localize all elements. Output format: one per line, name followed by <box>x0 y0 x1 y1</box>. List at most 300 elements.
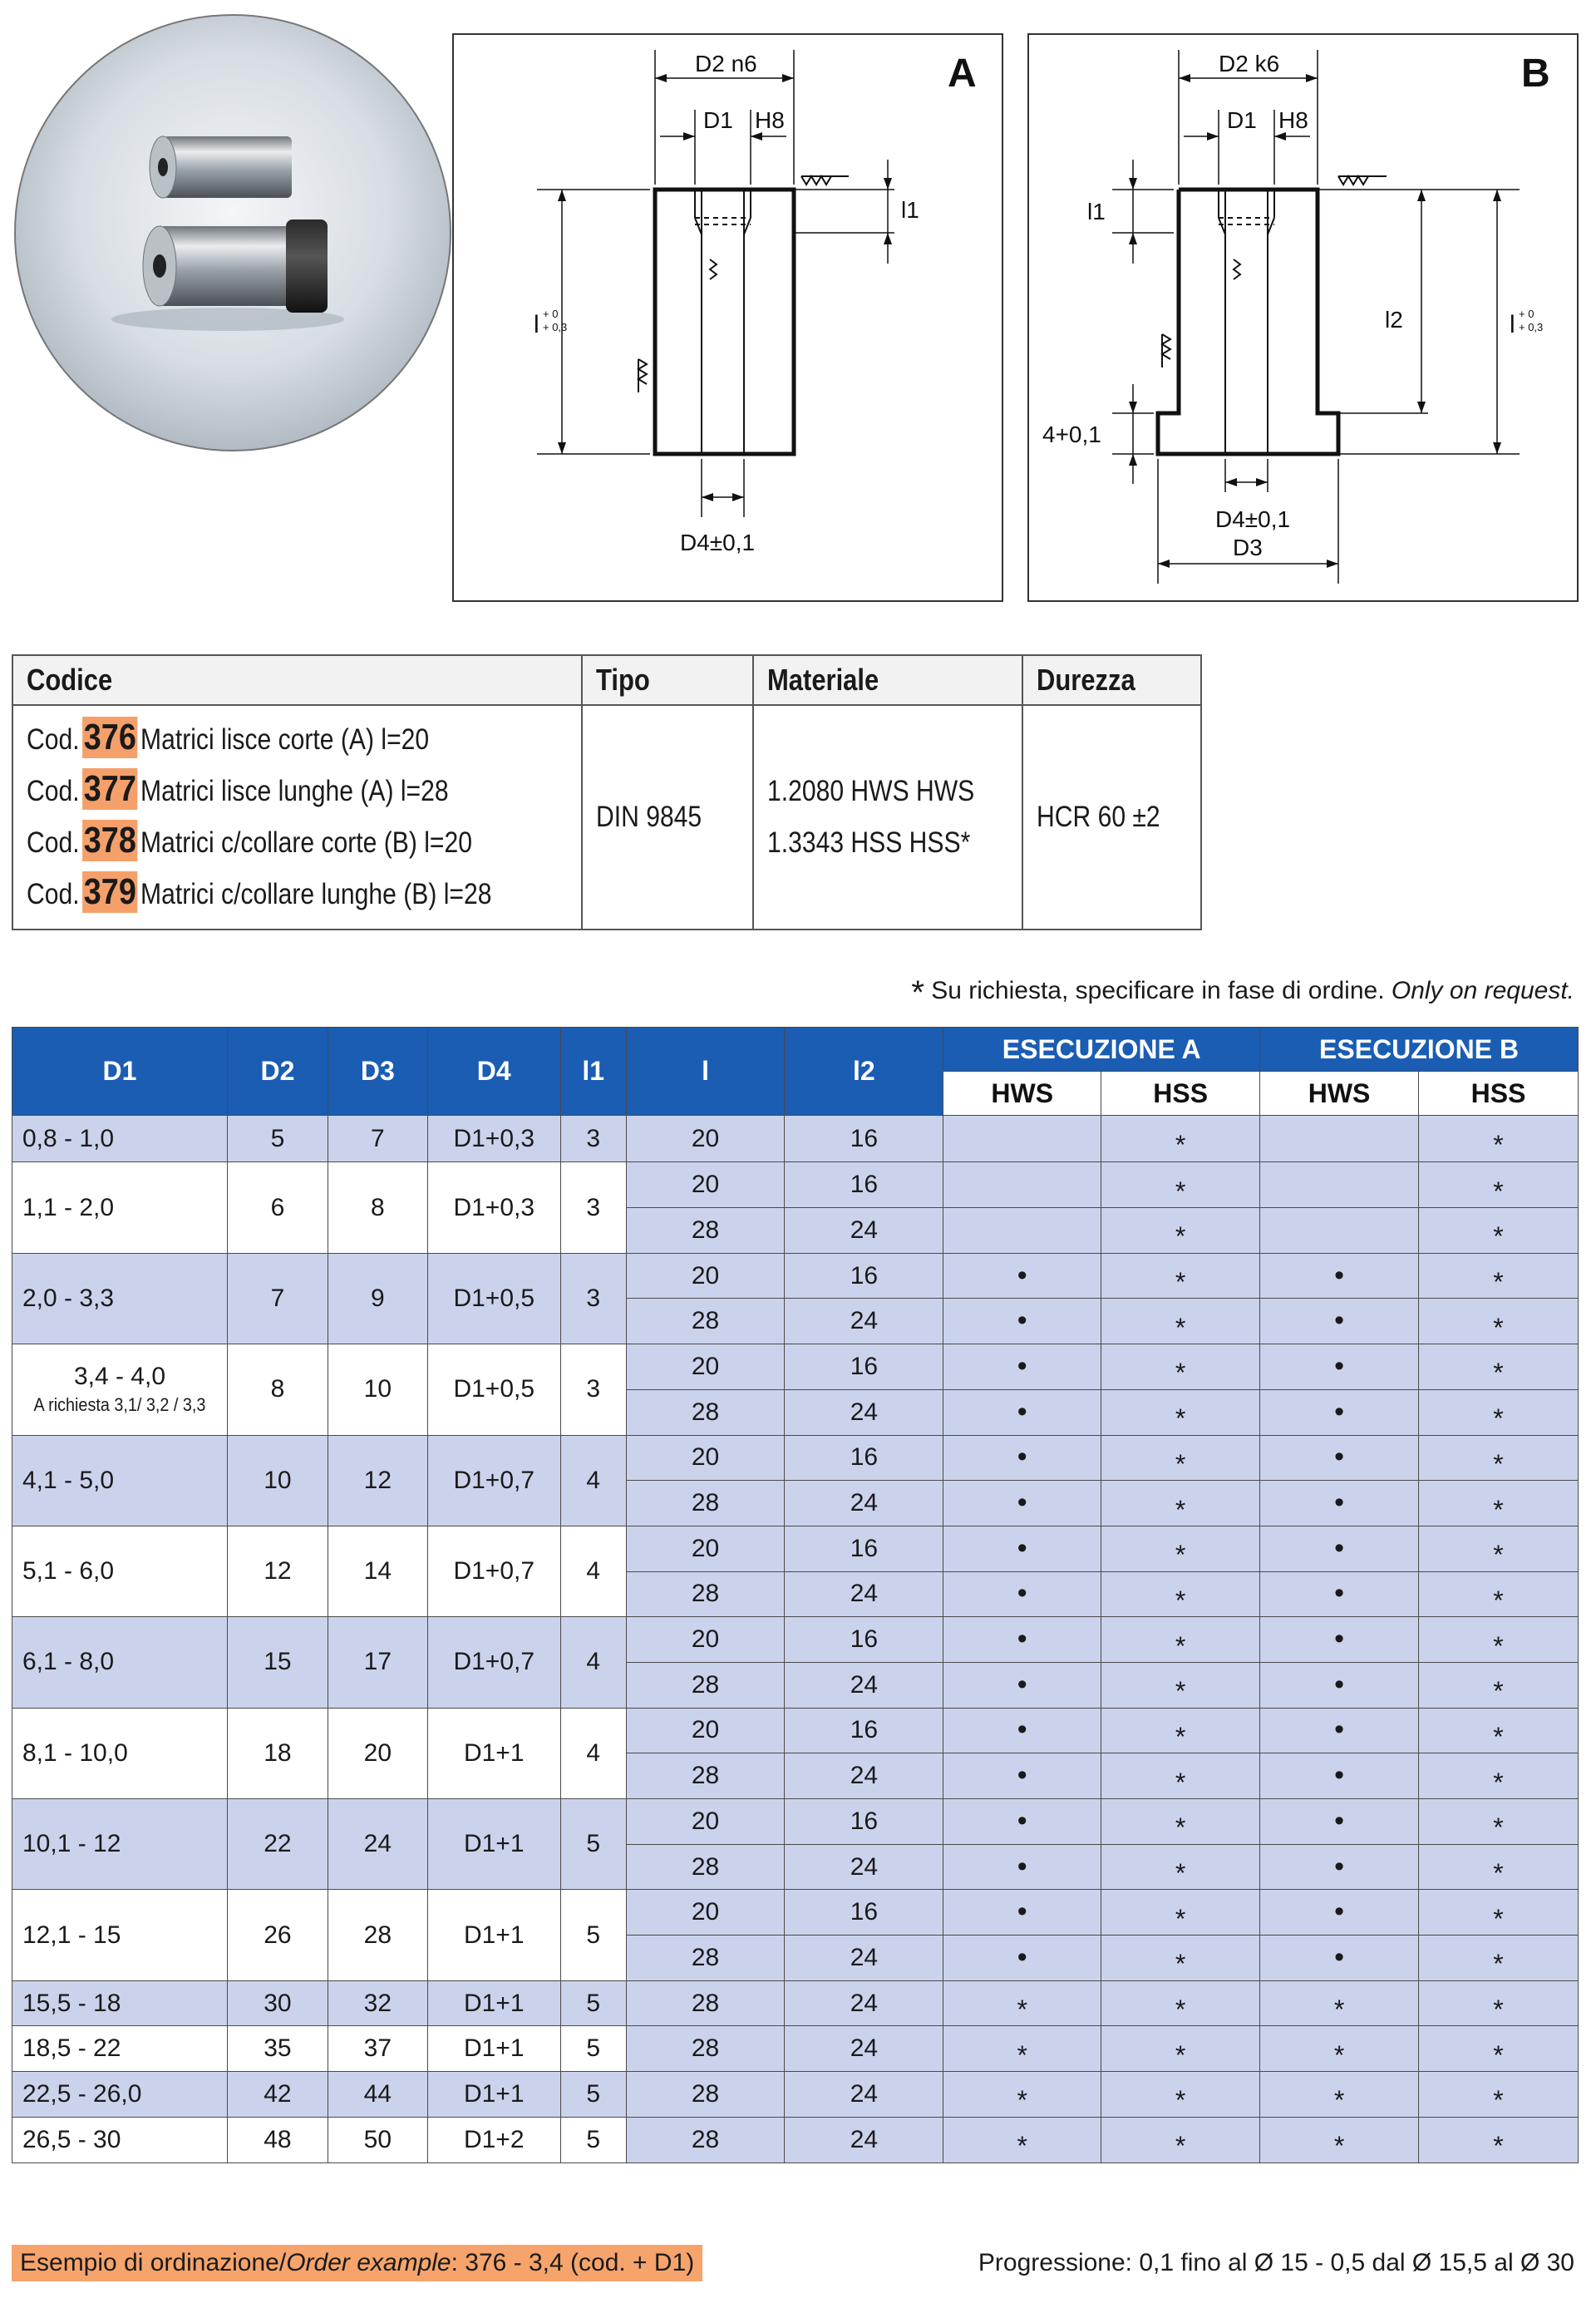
table-row <box>12 1980 1579 2026</box>
cell-d1: 5,1 - 6,0 <box>12 1526 228 1616</box>
cell-l2: 16 <box>785 1435 943 1481</box>
cell-b-hws <box>1260 1435 1419 1481</box>
order-example: Esempio di ordinazione/Order example: 376 - 3,4 (cod. + D1) <box>12 2245 702 2281</box>
available-mark: • <box>1017 1395 1027 1428</box>
available-mark: • <box>1334 1850 1345 1882</box>
on-request-mark: * <box>1175 1540 1186 1571</box>
cell-a-hws <box>943 1662 1101 1708</box>
col-a-hss: HSS <box>1101 1072 1260 1116</box>
cell-a-hss <box>1101 2026 1260 2072</box>
cell-l2: 16 <box>785 1116 943 1162</box>
cell-l2: 16 <box>785 1162 943 1208</box>
cell-a-hws <box>943 1253 1101 1299</box>
cell-b-hws <box>1260 1389 1419 1435</box>
cell-b-hws <box>1260 1799 1419 1845</box>
on-request-mark: * <box>1493 1949 1504 1980</box>
cell-a-hws <box>943 1617 1101 1663</box>
on-request-mark: * <box>1175 1676 1186 1707</box>
table-row <box>12 1890 1579 1936</box>
cell-d4: D1+0,3 <box>427 1162 560 1253</box>
drawing-a-l: l <box>534 311 539 338</box>
available-mark: • <box>1334 1349 1345 1382</box>
cell-d2: 12 <box>227 1526 328 1616</box>
cell-l: 28 <box>626 2072 785 2118</box>
col-d4: D4 <box>427 1028 560 1116</box>
cell-b-hws <box>1260 1980 1419 2026</box>
available-mark: • <box>1017 1259 1027 1291</box>
cell-b-hss <box>1419 1116 1579 1162</box>
table-row <box>12 1162 1579 1208</box>
available-mark: • <box>1334 1531 1345 1564</box>
cell-b-hss <box>1419 1299 1579 1344</box>
on-request-mark: * <box>1493 1221 1504 1252</box>
cell-l1: 3 <box>560 1253 626 1344</box>
on-request-mark: * <box>1333 1995 1345 2025</box>
progression-note: Progressione: 0,1 fino al Ø 15 - 0,5 dal Ø 15,5 al Ø 30 <box>978 2249 1574 2276</box>
cell-a-hss <box>1101 2072 1260 2118</box>
header-durezza: Durezza <box>1022 655 1201 705</box>
cell-d1: 26,5 - 30 <box>12 2117 228 2162</box>
drawing-b-l-tol-top: + 0 <box>1519 308 1534 320</box>
cell-b-hws <box>1260 1162 1419 1208</box>
cell-l2: 24 <box>785 1936 943 1981</box>
cell-b-hws <box>1260 1116 1419 1162</box>
drawing-a-tol: H8 <box>755 107 785 133</box>
available-mark: • <box>1334 1668 1345 1700</box>
on-request-mark: * <box>1175 1267 1186 1298</box>
dimensions-table-body <box>12 1116 1579 2163</box>
on-request-mark: * <box>1175 1767 1186 1798</box>
table-row <box>12 1617 1579 1663</box>
on-request-mark: * <box>1175 1858 1186 1889</box>
cell-d2: 35 <box>227 2026 328 2072</box>
cell-d2: 48 <box>227 2117 328 2162</box>
cell-a-hss <box>1101 1844 1260 1890</box>
cell-d1: 8,1 - 10,0 <box>12 1708 228 1798</box>
on-request-mark: * <box>1493 1721 1504 1752</box>
cell-a-hss <box>1101 1571 1260 1617</box>
cell-l2: 16 <box>785 1526 943 1571</box>
cell-d1: 2,0 - 3,3 <box>12 1253 228 1344</box>
cell-b-hss <box>1419 1208 1579 1254</box>
cell-b-hss <box>1419 1435 1579 1481</box>
cell-a-hss <box>1101 1208 1260 1254</box>
on-request-mark: * <box>1493 1312 1504 1343</box>
available-mark: • <box>1334 1759 1345 1792</box>
code-number: 379 <box>83 871 136 912</box>
available-mark: • <box>1017 1850 1027 1882</box>
cell-a-hss <box>1101 2117 1260 2162</box>
on-request-mark: * <box>1175 1995 1186 2025</box>
cell-b-hss <box>1419 1799 1579 1845</box>
available-mark: • <box>1334 1259 1345 1291</box>
cell-l1: 5 <box>560 2072 626 2118</box>
cell-a-hws <box>943 1708 1101 1753</box>
available-mark: • <box>1017 1531 1027 1564</box>
on-request-mark: * <box>1175 1448 1186 1479</box>
materiale-cell <box>753 705 1022 930</box>
cell-l2: 16 <box>785 1890 943 1936</box>
cell-a-hws <box>943 1799 1101 1845</box>
cell-a-hws <box>943 2026 1101 2072</box>
cell-d4: D1+1 <box>427 1980 560 2026</box>
cell-l2: 24 <box>785 2117 943 2162</box>
drawing-a-d1: D1 <box>703 107 733 133</box>
cell-d4: D1+1 <box>427 1799 560 1890</box>
on-request-mark: * <box>1493 1540 1504 1571</box>
cell-a-hss <box>1101 1617 1260 1663</box>
cell-a-hss <box>1101 1708 1260 1753</box>
cell-b-hws <box>1260 2072 1419 2118</box>
drawing-b-d2: D2 k6 <box>1219 51 1280 76</box>
cell-d1: 0,8 - 1,0 <box>12 1116 228 1162</box>
table-row <box>12 1344 1579 1390</box>
materiale-2: 1.3343 HSS HSS* <box>767 826 971 859</box>
header-tipo: Tipo <box>582 655 754 705</box>
on-request-mark: * <box>1017 2039 1027 2070</box>
available-mark: • <box>1017 1941 1027 1973</box>
cell-d3: 10 <box>328 1344 427 1435</box>
on-request-mark: * <box>1175 1403 1186 1434</box>
cell-d1: 15,5 - 18 <box>12 1980 228 2026</box>
cell-d3: 32 <box>328 1980 427 2026</box>
code-line: Cod. 377 Matrici lisce lunghe (A) l=28 <box>27 768 449 809</box>
col-d2: D2 <box>227 1028 328 1116</box>
cell-l: 28 <box>626 1936 785 1981</box>
available-mark: • <box>1017 1487 1027 1519</box>
on-request-mark: * <box>1017 2085 1027 2116</box>
footnote-italic: Only on request. <box>1391 977 1574 1004</box>
cell-d3: 24 <box>328 1799 427 1890</box>
col-l1: l1 <box>560 1028 626 1116</box>
available-mark: • <box>1017 1759 1027 1792</box>
col-l: l <box>626 1028 785 1116</box>
cell-b-hss <box>1419 1936 1579 1981</box>
cell-l1: 5 <box>560 1980 626 2026</box>
cell-l: 28 <box>626 1299 785 1344</box>
cell-l2: 24 <box>785 1299 943 1344</box>
cell-l1: 3 <box>560 1116 626 1162</box>
cell-l: 28 <box>626 1571 785 1617</box>
cell-d4: D1+1 <box>427 2072 560 2118</box>
on-request-mark: * <box>1493 1267 1504 1298</box>
on-request-mark: * <box>1493 1767 1504 1798</box>
cell-l: 28 <box>626 1753 785 1799</box>
available-mark: • <box>1017 1668 1027 1700</box>
table-row <box>12 1116 1579 1162</box>
col-l2: l2 <box>785 1028 943 1116</box>
cell-d2: 6 <box>227 1162 328 1253</box>
table-row <box>12 1708 1579 1753</box>
cell-a-hss <box>1101 1799 1260 1845</box>
cell-a-hss <box>1101 1890 1260 1936</box>
cell-l2: 16 <box>785 1617 943 1663</box>
materiale-1: 1.2080 HWS HWS <box>767 775 975 807</box>
available-mark: • <box>1017 1441 1027 1473</box>
cell-d2: 42 <box>227 2072 328 2118</box>
dimensions-table <box>12 1027 1579 2163</box>
cell-l: 20 <box>626 1708 785 1753</box>
on-request-mark: * <box>1175 1812 1186 1843</box>
cell-b-hws <box>1260 1571 1419 1617</box>
drawing-a-l-tol-bottom: + 0,3 <box>543 321 568 333</box>
tipo-cell: DIN 9845 <box>582 705 754 930</box>
on-request-mark: * <box>1493 1995 1504 2025</box>
cell-a-hws <box>943 1980 1101 2026</box>
on-request-mark: * <box>1175 2039 1186 2070</box>
cell-d1: 3,4 - 4,0 A richiesta 3,1/ 3,2 / 3,3 <box>12 1344 228 1435</box>
cell-b-hss <box>1419 1162 1579 1208</box>
cell-l: 28 <box>626 1844 785 1890</box>
cell-b-hws <box>1260 1299 1419 1344</box>
on-request-mark: * <box>1493 1403 1504 1434</box>
cell-b-hws <box>1260 1526 1419 1571</box>
available-mark: • <box>1334 1577 1345 1610</box>
on-request-mark: * <box>1175 1494 1186 1525</box>
on-request-mark: * <box>1175 1903 1186 1934</box>
on-request-mark: * <box>1175 1585 1186 1615</box>
cell-l1: 4 <box>560 1617 626 1708</box>
cell-d3: 20 <box>328 1708 427 1798</box>
cell-d1-note: A richiesta 3,1/ 3,2 / 3,3 <box>33 1394 206 1416</box>
drawing-b-tol: H8 <box>1278 107 1308 133</box>
cell-b-hws <box>1260 1753 1419 1799</box>
cell-a-hws <box>943 1571 1101 1617</box>
drawing-b-d3: D3 <box>1233 535 1263 560</box>
cell-d4: D1+0,5 <box>427 1344 560 1435</box>
on-request-mark: * <box>1333 2085 1345 2116</box>
cell-b-hss <box>1419 1844 1579 1890</box>
drawing-b-collar: 4+0,1 <box>1042 422 1101 447</box>
cell-l: 28 <box>626 2117 785 2162</box>
header-materiale: Materiale <box>753 655 1022 705</box>
cell-l2: 24 <box>785 1980 943 2026</box>
on-request-mark: * <box>1175 1221 1186 1252</box>
header-codice: Codice <box>12 655 582 705</box>
cell-a-hws <box>943 1481 1101 1526</box>
col-a-hws: HWS <box>943 1072 1101 1116</box>
on-request-mark: * <box>1493 2039 1504 2070</box>
cell-l: 20 <box>626 1526 785 1571</box>
cell-l: 28 <box>626 1208 785 1254</box>
cell-a-hws <box>943 1936 1101 1981</box>
on-request-mark: * <box>1493 1448 1504 1479</box>
cell-d2: 15 <box>227 1617 328 1708</box>
available-mark: • <box>1334 1714 1345 1746</box>
cell-b-hss <box>1419 2026 1579 2072</box>
bushing-collar <box>286 219 328 313</box>
cell-b-hss <box>1419 1344 1579 1390</box>
cell-d4: D1+0,3 <box>427 1116 560 1162</box>
cell-a-hss <box>1101 1753 1260 1799</box>
on-request-mark: * <box>1493 1630 1504 1661</box>
cell-b-hws <box>1260 1481 1419 1526</box>
cell-b-hws <box>1260 1890 1419 1936</box>
cell-b-hws <box>1260 2026 1419 2072</box>
code-number: 376 <box>83 717 136 757</box>
cell-b-hss <box>1419 1617 1579 1663</box>
cell-a-hws <box>943 1526 1101 1571</box>
cell-a-hss <box>1101 1936 1260 1981</box>
cell-l: 28 <box>626 1389 785 1435</box>
on-request-mark: * <box>1175 1358 1186 1388</box>
code-line: Cod. 378 Matrici c/collare corte (B) l=20 <box>27 820 472 861</box>
drawing-b-label: B <box>1521 52 1550 96</box>
cell-b-hws <box>1260 1344 1419 1390</box>
cell-l1: 4 <box>560 1435 626 1526</box>
cell-a-hws <box>943 1890 1101 1936</box>
cell-d3: 37 <box>328 2026 427 2072</box>
cell-a-hss <box>1101 1435 1260 1481</box>
table-row <box>12 2026 1579 2072</box>
code-number: 378 <box>83 820 136 861</box>
footnote <box>911 974 1574 1012</box>
cell-d3: 7 <box>328 1116 427 1162</box>
cell-b-hss <box>1419 1571 1579 1617</box>
on-request-mark: * <box>1175 1176 1186 1206</box>
on-request-mark: * <box>1493 1130 1504 1161</box>
on-request-mark: * <box>1175 1312 1186 1343</box>
cell-d3: 28 <box>328 1890 427 1980</box>
drawing-b-l-tol-bottom: + 0,3 <box>1519 321 1544 333</box>
cell-a-hss <box>1101 1344 1260 1390</box>
on-request-mark: * <box>1175 2131 1186 2162</box>
code-line: Cod. 376 Matrici lisce corte (A) l=20 <box>27 717 430 757</box>
cell-a-hss <box>1101 1481 1260 1526</box>
cell-d1: 1,1 - 2,0 <box>12 1162 228 1253</box>
drawing-b-d4: D4±0,1 <box>1215 506 1291 532</box>
cell-l2: 16 <box>785 1799 943 1845</box>
cell-a-hws <box>943 1116 1101 1162</box>
table-row <box>12 1526 1579 1571</box>
cell-a-hss <box>1101 1162 1260 1208</box>
table-row <box>12 1435 1579 1481</box>
available-mark: • <box>1334 1896 1345 1928</box>
col-b-hws: HWS <box>1260 1072 1419 1116</box>
cell-a-hss <box>1101 1980 1260 2026</box>
cell-a-hss <box>1101 1662 1260 1708</box>
drawing-a-l-tol-top: + 0 <box>543 308 559 320</box>
available-mark: • <box>1334 1487 1345 1519</box>
cell-l1: 3 <box>560 1344 626 1435</box>
on-request-mark: * <box>1175 1130 1186 1161</box>
durezza-cell: HCR 60 ±2 <box>1022 705 1201 930</box>
drawing-b-d1: D1 <box>1227 107 1257 133</box>
cell-b-hws <box>1260 2117 1419 2162</box>
cell-d2: 5 <box>227 1116 328 1162</box>
cell-l2: 24 <box>785 1753 943 1799</box>
available-mark: • <box>1334 1623 1345 1655</box>
cell-a-hws <box>943 2117 1101 2162</box>
cell-a-hws <box>943 1299 1101 1344</box>
available-mark: • <box>1017 1804 1027 1837</box>
cell-b-hss <box>1419 1708 1579 1753</box>
cell-l: 28 <box>626 1980 785 2026</box>
drawing-a-d4: D4±0,1 <box>680 530 756 555</box>
available-mark: • <box>1334 1395 1345 1428</box>
cell-b-hss <box>1419 1389 1579 1435</box>
cell-a-hws <box>943 1344 1101 1390</box>
on-request-mark: * <box>1017 2131 1027 2162</box>
cell-l1: 4 <box>560 1708 626 1798</box>
available-mark: • <box>1334 1441 1345 1473</box>
drawing-a-l1: l1 <box>901 197 919 223</box>
cell-d2: 30 <box>227 1980 328 2026</box>
cell-d4: D1+1 <box>427 1708 560 1798</box>
cell-d1: 18,5 - 22 <box>12 2026 228 2072</box>
cell-d1: 6,1 - 8,0 <box>12 1617 228 1708</box>
drawing-a-label: A <box>948 52 977 96</box>
cell-b-hws <box>1260 1936 1419 1981</box>
col-exec-a: ESECUZIONE A <box>943 1028 1260 1072</box>
on-request-mark: * <box>1493 1176 1504 1206</box>
cell-d3: 17 <box>328 1617 427 1708</box>
cell-l1: 5 <box>560 2026 626 2072</box>
on-request-mark: * <box>1493 1676 1504 1707</box>
cell-d4: D1+1 <box>427 2026 560 2072</box>
cell-b-hss <box>1419 2072 1579 2118</box>
cell-a-hws <box>943 1753 1101 1799</box>
available-mark: • <box>1334 1941 1345 1973</box>
cell-b-hss <box>1419 2117 1579 2162</box>
cell-d4: D1+0,7 <box>427 1617 560 1708</box>
product-photo <box>12 12 454 454</box>
cell-l: 20 <box>626 1344 785 1390</box>
drawing-a-d2: D2 n6 <box>695 51 757 76</box>
cell-d2: 10 <box>227 1435 328 1526</box>
cell-l: 20 <box>626 1890 785 1936</box>
cell-d3: 12 <box>328 1435 427 1526</box>
cell-d4: D1+2 <box>427 2117 560 2162</box>
table-row <box>12 1253 1579 1299</box>
cell-a-hss <box>1101 1116 1260 1162</box>
cell-l2: 24 <box>785 1208 943 1254</box>
on-request-mark: * <box>1175 1721 1186 1752</box>
col-b-hss: HSS <box>1419 1072 1579 1116</box>
technical-drawing-b <box>1027 33 1579 602</box>
cell-a-hss <box>1101 1253 1260 1299</box>
cell-l2: 24 <box>785 1662 943 1708</box>
cell-d3: 9 <box>328 1253 427 1344</box>
cell-l1: 4 <box>560 1526 626 1616</box>
available-mark: • <box>1334 1804 1345 1837</box>
cell-l2: 24 <box>785 2072 943 2118</box>
cell-b-hss <box>1419 1890 1579 1936</box>
cell-b-hss <box>1419 1526 1579 1571</box>
code-number: 377 <box>83 768 136 809</box>
cell-l1: 5 <box>560 1890 626 1980</box>
cell-b-hws <box>1260 1844 1419 1890</box>
footnote-text: Su richiesta, specificare in fase di ordine. <box>931 977 1385 1004</box>
on-request-mark: * <box>1493 1812 1504 1843</box>
cell-d3: 8 <box>328 1162 427 1253</box>
cell-l2: 24 <box>785 1389 943 1435</box>
cell-b-hws <box>1260 1662 1419 1708</box>
cell-d1: 4,1 - 5,0 <box>12 1435 228 1526</box>
technical-drawing-a <box>452 33 1003 602</box>
cell-l2: 16 <box>785 1708 943 1753</box>
cell-b-hws <box>1260 1617 1419 1663</box>
cell-b-hss <box>1419 1253 1579 1299</box>
cell-d1: 10,1 - 12 <box>12 1799 228 1890</box>
cell-l2: 24 <box>785 1571 943 1617</box>
cell-a-hws <box>943 1435 1101 1481</box>
cell-l1: 3 <box>560 1162 626 1253</box>
cell-a-hws <box>943 1389 1101 1435</box>
cell-l: 28 <box>626 1662 785 1708</box>
on-request-mark: * <box>1175 1630 1186 1661</box>
cell-d3: 50 <box>328 2117 427 2162</box>
